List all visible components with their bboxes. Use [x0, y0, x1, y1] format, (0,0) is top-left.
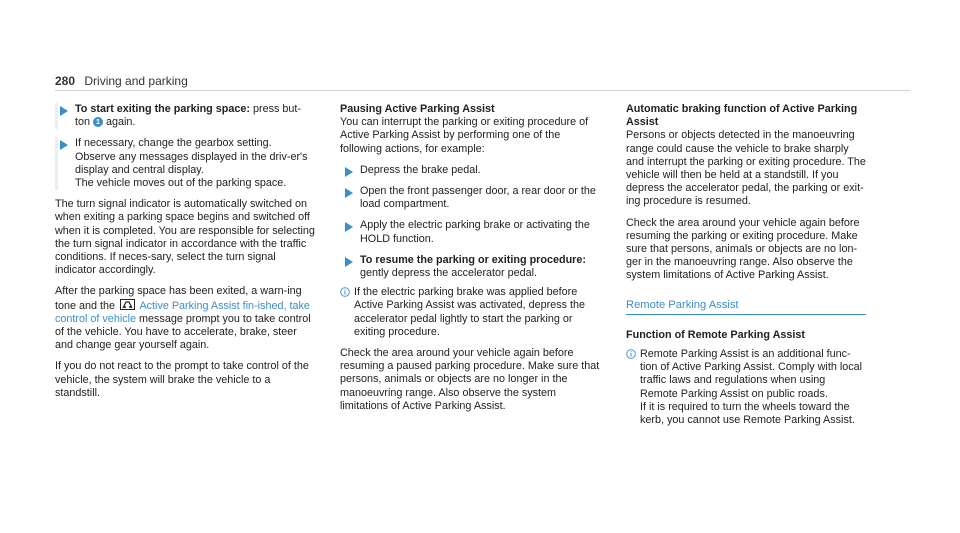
parking-assist-icon	[120, 299, 135, 310]
paragraph-no-reaction: If you do not react to the prompt to take control of the vehicle, the system will brake the vehicle to a standstill.	[55, 360, 309, 399]
heading-function: Function of Remote Parking Assist	[626, 328, 805, 341]
step-text: Apply the electric parking brake or activating the HOLD function.	[360, 219, 590, 245]
note-brake-applied	[340, 286, 602, 339]
step-brake	[340, 164, 602, 177]
page-number: 280	[55, 74, 76, 88]
step-result: The vehicle moves out of the parking space.	[75, 177, 287, 190]
heading-automatic-braking: Automatic braking function of Active Parking Assist	[626, 103, 858, 129]
paragraph-check-area: Check the area around your vehicle again before resuming the parking or exiting procedure. Make sure that persons, animals or objects are no lon-ger in the manoeuvring range. Also observe the system limitations of Active Parking Assist.	[626, 216, 860, 282]
paragraph-turn-signal: The turn signal indicator is automatically switched on when exiting a parking space begins and switched off when it is completed. You are responsible for selecting the turn signal indicator in accordance with the traffic conditions. If neces-sary, select the turn signal indicator accordingly.	[55, 198, 315, 277]
page-header	[55, 74, 188, 88]
note-remote-parking	[626, 348, 866, 427]
text-run: message prompt you to take control of the vehicle. You have to accelerate, brake, steer and change gear yourself again.	[55, 312, 311, 352]
step-label: To start exiting the parking space:	[75, 103, 250, 115]
step-text: press but-ton	[75, 103, 302, 129]
info-icon	[340, 287, 350, 297]
display-message: Active Parking Assist fin-ished, take control of vehicle	[55, 299, 310, 325]
info-icon	[626, 349, 636, 359]
step-text: If necessary, change the gearbox setting. Observe any messages displayed in the driv-er's display and central display.	[75, 137, 308, 176]
step-text: Depress the brake pedal.	[360, 163, 481, 176]
paragraph-check-area: Check the area around your vehicle again before resuming a paused parking procedure. Make sure that persons, animals or objects are no longer in the manoeuvring range. Also observe the system limitations of Active Parking Assist.	[340, 347, 600, 412]
callout-number: 1	[93, 117, 103, 127]
section-title-remote-parking: Remote Parking Assist	[626, 299, 866, 315]
paragraph-intro: You can interrupt the parking or exiting procedure of Active Parking Assist by performing one of the following actions, for example:	[340, 116, 589, 155]
step-text: again.	[106, 116, 136, 129]
note-text: If it is required to turn the wheels toward the kerb, you cannot use Remote Parking Assist.	[640, 400, 855, 427]
paragraph-exit-complete	[55, 285, 315, 352]
step-label: To resume the parking or exiting procedure:	[360, 253, 586, 266]
column-right	[626, 103, 866, 435]
step-resume	[340, 254, 602, 280]
paragraph-automatic-braking: Persons or objects detected in the manoeuvring range could cause the vehicle to brake sharply and interrupt the parking or exiting procedure. The vehicle will then be held at a standstill. If you depress the accelerator pedal, the parking or exit-ing procedure is resumed.	[626, 129, 866, 208]
step-gearbox	[55, 137, 315, 190]
step-text: Open the front passenger door, a rear door or the load compartment.	[360, 185, 596, 211]
step-parking-brake	[340, 219, 602, 245]
heading-pausing: Pausing Active Parking Assist	[340, 103, 495, 115]
text-run: After the parking space has been exited, a warn-ing tone and the	[55, 285, 302, 312]
step-start-exiting	[55, 103, 315, 129]
column-middle	[340, 103, 602, 421]
header-divider	[55, 90, 910, 91]
step-open-door	[340, 185, 602, 211]
column-left	[55, 103, 315, 408]
step-text: gently depress the accelerator pedal.	[360, 267, 538, 280]
note-text: If the electric parking brake was applied before Active Parking Assist was activated, depress the accelerator pedal lightly to start the parking or exiting procedure.	[354, 286, 586, 338]
section-name: Driving and parking	[84, 74, 188, 88]
note-text: Remote Parking Assist is an additional func-tion of Active Parking Assist. Comply with local traffic laws and regulations when using Remote Parking Assist on public roads.	[640, 348, 863, 400]
